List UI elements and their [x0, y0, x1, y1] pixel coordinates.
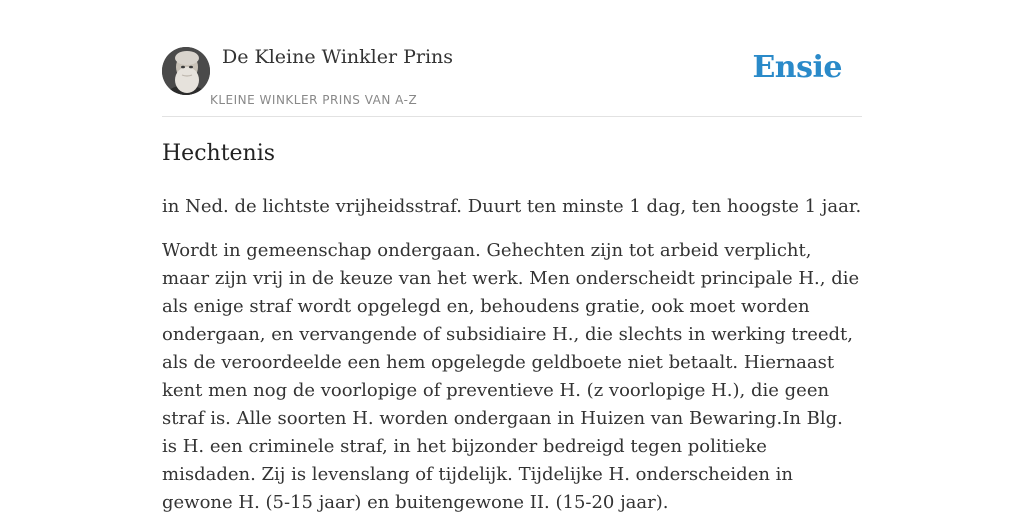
bearded-man-portrait-icon	[162, 47, 210, 95]
author-avatar[interactable]	[162, 47, 210, 95]
site-subtitle-link[interactable]: KLEINE WINKLER PRINS VAN A-Z	[210, 93, 418, 107]
article-paragraph: in Ned. de lichtste vrijheidsstraf. Duurt ten minste 1 dag, ten hoogste 1 jaar.	[162, 196, 862, 217]
site-header	[162, 0, 862, 117]
site-title-link[interactable]: De Kleine Winkler Prins	[222, 46, 454, 68]
article-paragraph: Wordt in gemeenschap ondergaan. Gehechten zijn tot arbeid verplicht, maar zijn vrij in de keuze van het werk. Men onderscheidt principale H., die als enige straf wordt opgelegd en, behoudens gratie, ook moet worden ondergaan, en vervangende of subsidiaire H., die slechts in werking treedt, als de veroordeelde een hem opgelegde geldboete niet betaalt. Hiernaast kent men nog de voorlopige of preventieve H. (z voorlopige H.), die geen straf is. Alle soorten H. worden ondergaan in Huizen van Bewaring.In Blg. is H. een criminele straf, in het bijzonder bedreigd tegen politieke misdaden. Zij is levenslang of tijdelijk. Tijdelijke H. onderscheiden in gewone H. (5-15 jaar) en buitengewone II. (15-20 jaar).	[162, 240, 860, 512]
article-title: Hechtenis	[162, 141, 276, 166]
ensie-logo-link[interactable]: Ensie	[752, 50, 842, 85]
article	[162, 138, 862, 512]
